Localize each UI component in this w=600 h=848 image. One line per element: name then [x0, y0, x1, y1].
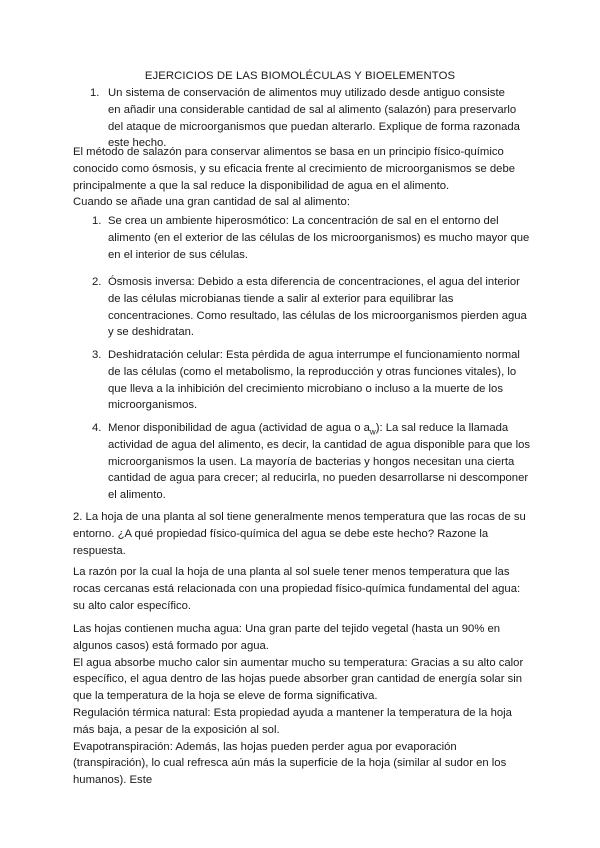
item-number: 2. — [92, 276, 102, 288]
item-number: 3. — [92, 349, 102, 361]
water-activity-subscript: w — [369, 427, 376, 437]
answer-1-item-4 — [92, 420, 532, 504]
answer-2-point: Regulación térmica natural: Esta propiedad ayuda a mantener la temperatura de la hoja más baja, a pesar de la exposición al sol. — [73, 706, 512, 736]
answer-1-item-1 — [92, 213, 532, 263]
item-text: Deshidratación celular: Esta pérdida de agua interrumpe el funcionamiento normal de las células (como el metabolismo, la reproducción y otras funciones vitales), lo que lleva a la inhibición del crecimiento microbiano o incluso a la muerte de los microorganismos. — [108, 349, 520, 412]
answer-2-intro — [73, 564, 533, 614]
question-2-text: 2. La hoja de una planta al sol tiene generalmente menos temperatura que las rocas de su entorno. ¿A qué propiedad físico-química del agua se debe este hecho? Razone la respuesta. — [73, 511, 526, 557]
item-text-before: Menor disponibilidad de agua (actividad de agua o a — [108, 422, 370, 434]
question-1-text: Un sistema de conservación de alimentos muy utilizado desde antiguo consiste en añadir una considerable cantidad de sal al alimento (salazón) para preservarlo del ataque de microorganismos que puedan alterarlo. Explique de forma razonada este hecho. — [108, 87, 520, 150]
item-number: 1. — [92, 215, 102, 227]
item-number: 4. — [92, 422, 102, 434]
answer-2-point: Las hojas contienen mucha agua: Una gran parte del tejido vegetal (hasta un 90% en algunos casos) está formado por agua. — [73, 623, 501, 652]
item-text: Se crea un ambiente hiperosmótico: La concentración de sal en el entorno del alimento (en el exterior de las células de los microorganismos) es mucho mayor que en el interior de sus células. — [108, 215, 530, 261]
answer-1-item-2 — [92, 274, 532, 341]
question-2 — [73, 509, 533, 559]
item-text-after: ): La sal reduce la llamada actividad de agua del alimento, es decir, la cantidad de agua disponible para que los microorganismos la usen. La mayoría de bacterias y hongos necesitan una cierta cantidad de agua para crecer; al reducirla, no pueden desarrollarse ni descomponer el alimento. — [108, 422, 531, 502]
question-1 — [90, 85, 520, 152]
answer-1-item-3 — [92, 347, 532, 414]
answer-2-point: El agua absorbe mucho calor sin aumentar mucho su temperatura: Gracias a su alto calor específico, el agua dentro de las hojas puede absorber gran cantidad de energía solar sin que la temperatura de la hoja se eleve de forma significativa. — [73, 656, 524, 703]
item-text — [108, 420, 532, 504]
answer-2-intro-text: La razón por la cual la hoja de una planta al sol suele tener menos temperatura que las rocas cercanas está relacionada con una propiedad físico-química fundamental del agua: su alto calor específico. — [73, 566, 521, 612]
document-title: EJERCICIOS DE LAS BIOMOLÉCULAS Y BIOELEMENTOS — [144, 70, 456, 82]
question-1-number: 1. — [90, 87, 100, 99]
answer-1-intro — [73, 144, 533, 211]
answer-2-point: Evapotranspiración: Además, las hojas pueden perder agua por evaporación (transpiración), lo cual refresca aún más la superficie de la hoja (similar al sudor en los humanos). Este — [73, 740, 507, 787]
answer-1-intro-text: El método de salazón para conservar alimentos se basa en un principio físico-químico conocido como ósmosis, y su eficacia frente al crecimiento de microorganismos se debe principalmente a que la sal reduce la disponibilidad de agua en el alimento. — [73, 146, 516, 192]
item-text: Ósmosis inversa: Debido a esta diferencia de concentraciones, el agua del interior de las células microbianas tiende a salir al exterior para equilibrar las concentraciones. Como resultado, las células de los microorganismos pierden agua y se deshidratan. — [108, 276, 527, 339]
answer-2-points — [73, 621, 533, 789]
answer-1-lead-text: Cuando se añade una gran cantidad de sal al alimento: — [73, 196, 350, 209]
